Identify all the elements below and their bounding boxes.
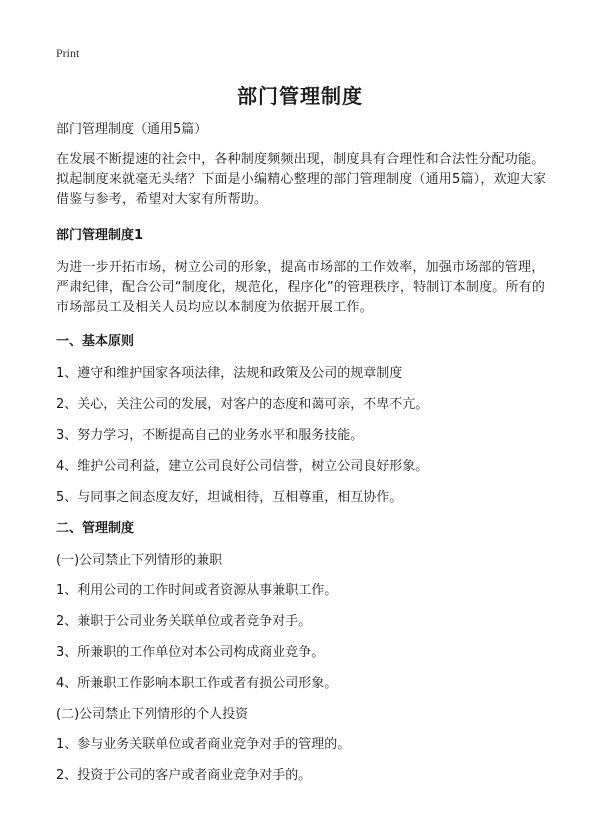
document-body bbox=[56, 120, 556, 797]
page-title: 部门管理制度 bbox=[237, 84, 363, 108]
document-subtitle: 部门管理制度（通用5篇） bbox=[56, 122, 208, 137]
intro-paragraph: 在发展不断提速的社会中，各种制度频频出现，制度具有合理性和合法性分配功能。拟起制度来就毫无头绪？下面是小编精心整理的部门管理制度（通用5篇），欢迎大家借鉴与参考，希望对大家有所帮助。 bbox=[56, 152, 547, 207]
sub2-item-2: 2、投资于公司的客户或者商业竞争对手的。 bbox=[56, 768, 312, 783]
principle-item-1: 1、遵守和维护国家各项法律，法规和政策及公司的规章制度 bbox=[56, 366, 403, 381]
sub1-item-1: 1、利用公司的工作时间或者资源从事兼职工作。 bbox=[56, 583, 338, 598]
print-link[interactable]: Print bbox=[56, 46, 80, 60]
principles-heading: 一、基本原则 bbox=[56, 334, 135, 349]
sub1-item-4: 4、所兼职工作影响本职工作或者有损公司形象。 bbox=[56, 676, 338, 691]
sub1-item-2: 2、兼职于公司业务关联单位或者竞争对手。 bbox=[56, 614, 312, 629]
principle-item-4: 4、维护公司利益，建立公司良好公司信誉，树立公司良好形象。 bbox=[56, 459, 429, 474]
subsection-heading-1: (一)公司禁止下列情形的兼职 bbox=[56, 553, 223, 568]
sub2-item-1: 1、参与业务关联单位或者商业竞争对手的管理的。 bbox=[56, 737, 351, 752]
management-heading: 二、管理制度 bbox=[56, 521, 135, 536]
subsection-heading-2: (二)公司禁止下列情形的个人投资 bbox=[56, 707, 249, 722]
section-paragraph: 为进一步开拓市场，树立公司的形象，提高市场部的工作效率，加强市场部的管理，严肃纪律，配合公司“制度化，规范化，程序化”的管理秩序，特制订本制度。所有的市场部员工及相关人员均应以本制度为依据开展工作。 bbox=[56, 260, 546, 315]
principle-item-2: 2、关心，关注公司的发展，对客户的态度和蔼可亲，不卑不亢。 bbox=[56, 397, 429, 412]
section-heading: 部门管理制度1 bbox=[56, 228, 144, 243]
principle-item-5: 5、与同事之间态度友好，坦诚相待，互相尊重，相互协作。 bbox=[56, 490, 403, 505]
sub1-item-3: 3、所兼职的工作单位对本公司构成商业竞争。 bbox=[56, 645, 325, 660]
principle-item-3: 3、努力学习，不断提高自己的业务水平和服务技能。 bbox=[56, 428, 364, 443]
